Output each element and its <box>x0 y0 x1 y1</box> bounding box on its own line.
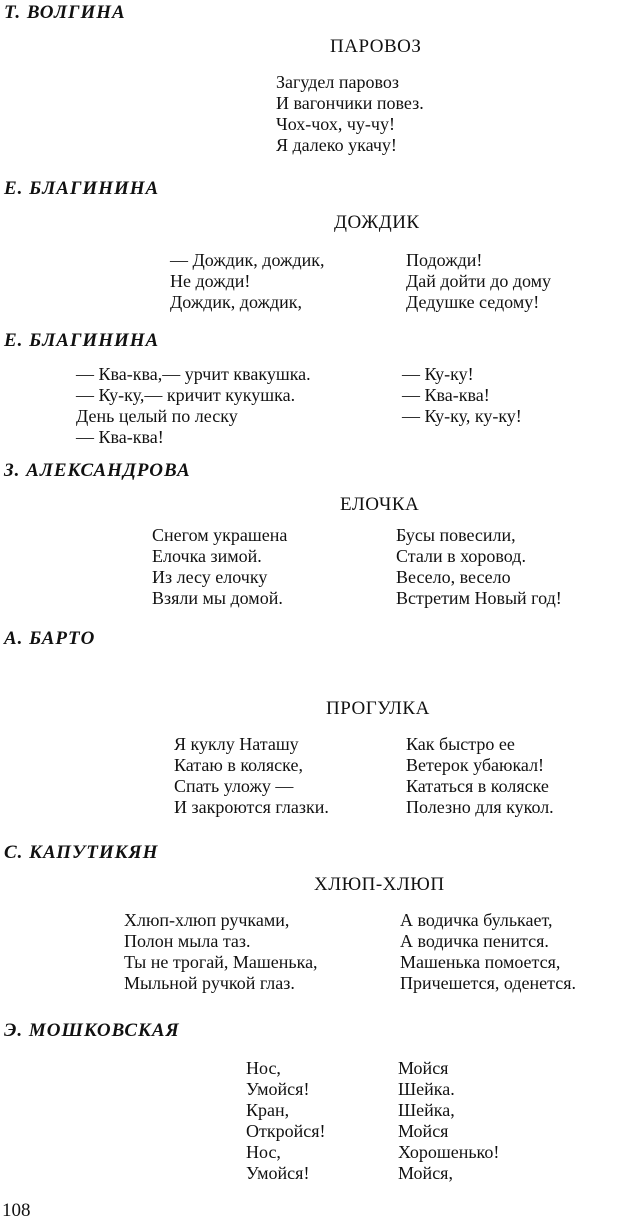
poem-line: Катаю в коляске, <box>174 755 303 775</box>
poem-line: — Ку-ку! <box>402 364 474 384</box>
poem-line: Из лесу елочку <box>152 567 268 587</box>
poem-line: Кран, <box>246 1100 290 1120</box>
poem-line: — Ква-ква! <box>76 427 164 447</box>
poem-line: — Ку-ку, ку-ку! <box>402 406 522 426</box>
poem-line: И вагончики повез. <box>276 93 424 113</box>
poem-line: Дедушке седому! <box>406 292 540 312</box>
poem-line: Хорошенько! <box>398 1142 500 1162</box>
poem-line: А водичка пенится. <box>400 931 549 951</box>
poem-column-left <box>276 72 424 156</box>
poem-line: — Дождик, дождик, <box>170 250 325 270</box>
poem-line: Я куклу Наташу <box>174 734 299 754</box>
poem-title: ЕЛОЧКА <box>340 494 420 515</box>
page-number: 108 <box>2 1200 31 1221</box>
poem-line: День целый по леску <box>76 406 238 426</box>
poem-line: Мойся <box>398 1058 449 1078</box>
poem-line: Откройся! <box>246 1121 326 1141</box>
poem-line: Елочка зимой. <box>152 546 262 566</box>
poem-line: Подожди! <box>406 250 483 270</box>
poem-line: Взяли мы домой. <box>152 588 283 608</box>
poem-line: Дай дойти до дому <box>406 271 552 291</box>
poem-title: ДОЖДИК <box>334 212 420 233</box>
poem-line: — Ку-ку,— кричит кукушка. <box>76 385 296 405</box>
poem-line: Встретим Новый год! <box>396 588 562 608</box>
poem-column-right <box>396 525 562 609</box>
poem-line: Как быстро ее <box>406 734 515 754</box>
poem-line: И закроются глазки. <box>174 797 329 817</box>
poem-author: Т. ВОЛГИНА <box>4 2 126 23</box>
poem-line: Кататься в коляске <box>406 776 549 796</box>
poem-line: Бусы повесили, <box>396 525 516 545</box>
poem-line: Машенька помоется, <box>400 952 561 972</box>
poem-column-left <box>124 910 318 994</box>
poem-line: А водичка булькает, <box>400 910 553 930</box>
poem-line: Весело, весело <box>396 567 511 587</box>
poem-author: Е. БЛАГИНИНА <box>4 178 160 199</box>
poem-line: Снегом украшена <box>152 525 288 545</box>
poem-title: ХЛЮП-ХЛЮП <box>314 874 445 895</box>
poem-line: Ветерок убаюкал! <box>406 755 545 775</box>
poem-line: Не дожди! <box>170 271 251 291</box>
poem-column-left <box>246 1058 326 1184</box>
poem-title: ПАРОВОЗ <box>330 36 422 57</box>
poem-line: Нос, <box>246 1142 281 1162</box>
poem-author: З. АЛЕКСАНДРОВА <box>4 460 191 481</box>
poem-line: Полезно для кукол. <box>406 797 554 817</box>
poem-line: Мыльной ручкой глаз. <box>124 973 295 993</box>
poem-column-left <box>174 734 329 818</box>
poem-column-right <box>400 910 576 994</box>
poem-column-right <box>406 250 551 313</box>
poem-title: ПРОГУЛКА <box>326 698 430 719</box>
poem-line: Мойся <box>398 1121 449 1141</box>
poem-author: Е. БЛАГИНИНА <box>4 330 160 351</box>
poem-line: Нос, <box>246 1058 281 1078</box>
poem-line: Шейка. <box>398 1079 455 1099</box>
poem-line: Умойся! <box>246 1163 310 1183</box>
poem-line: Дождик, дождик, <box>170 292 302 312</box>
poem-column-right <box>402 364 522 427</box>
poem-author: А. БАРТО <box>4 628 96 649</box>
poem-line: Хлюп-хлюп ручками, <box>124 910 290 930</box>
poem-line: Шейка, <box>398 1100 455 1120</box>
poem-column-right <box>398 1058 499 1184</box>
poem-author: С. КАПУТИКЯН <box>4 842 159 863</box>
poem-line: Загудел паровоз <box>276 72 399 92</box>
poem-line: Стали в хоровод. <box>396 546 526 566</box>
poem-line: Умойся! <box>246 1079 310 1099</box>
poem-line: Ты не трогай, Машенька, <box>124 952 318 972</box>
poem-author: Э. МОШКОВСКАЯ <box>4 1020 180 1041</box>
poem-column-right <box>406 734 554 818</box>
poem-line: Причешется, оденется. <box>400 973 576 993</box>
poem-line: Я далеко укачу! <box>276 135 397 155</box>
poem-column-left <box>152 525 287 609</box>
poem-line: Спать уложу — <box>174 776 294 796</box>
poem-line: — Ква-ква,— урчит квакушка. <box>76 364 311 384</box>
poem-line: Мойся, <box>398 1163 453 1183</box>
poem-line: Полон мыла таз. <box>124 931 251 951</box>
poem-line: Чох-чох, чу-чу! <box>276 114 395 134</box>
poem-column-left <box>170 250 325 313</box>
poem-column-left <box>76 364 311 448</box>
poem-line: — Ква-ква! <box>402 385 490 405</box>
